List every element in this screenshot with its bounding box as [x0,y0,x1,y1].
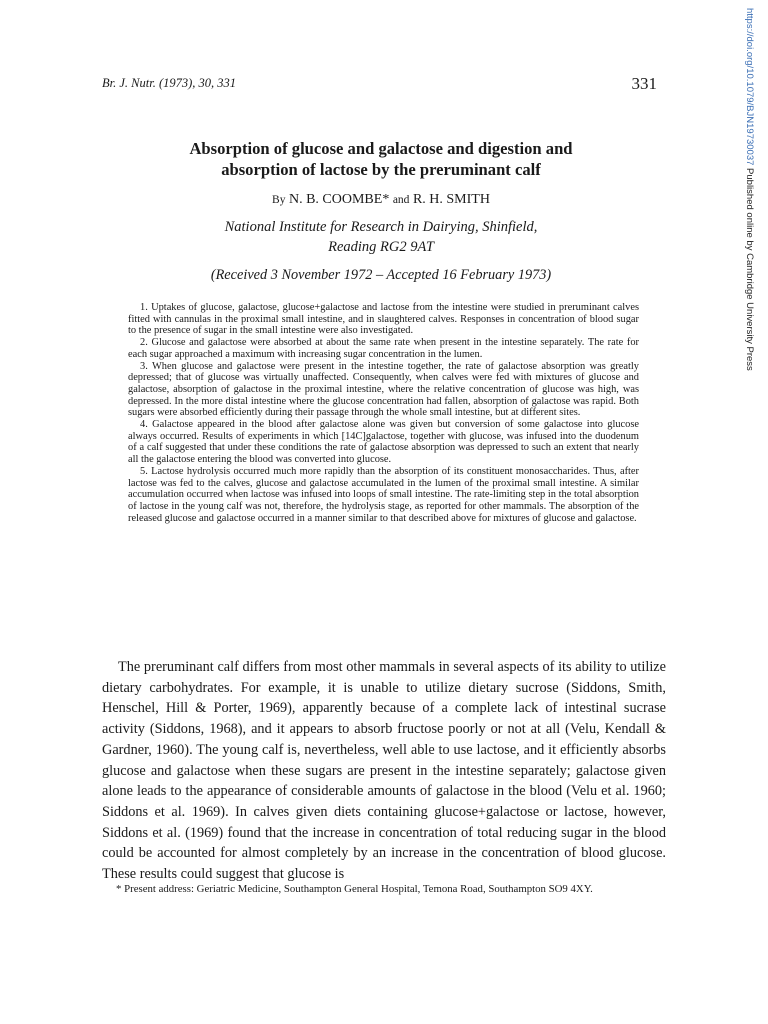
published-online-note: Published online by Cambridge University Press [744,165,755,371]
body-text [102,657,666,885]
by-label: By [272,194,286,206]
abstract-point: 3. When glucose and galactose were present in the intestine together, the rate of galactose absorption was greatly depressed; that of glucose was virtually unaffected. Consequently, when calves were fed with mixtures of glucose and galactose, absorption of galactose in the proximal intestine, where the relative concentration of glucose was high, was depressed. In the more distal intestine where the glucose concentration had fallen, absorption of galactose was rapid. Both sugars were absorbed efficiently during their passage through the whole small intestine, but at different sites. [128,360,639,419]
running-header [102,76,657,96]
affiliation-line-2: Reading RG2 9AT [328,239,434,255]
abstract [128,302,639,524]
author-2: R. H. SMITH [412,192,490,207]
title-line-2: absorption of lactose by the preruminant calf [221,160,541,179]
affiliation-line-1: National Institute for Research in Dairying, Shinfield, [224,219,538,235]
received-dates: (Received 3 November 1972 – Accepted 16 February 1973) [210,267,552,283]
abstract-point: 5. Lactose hydrolysis occurred much more rapidly than the absorption of its constituent monosaccharides. Thus, after lactose was fed to the calves, glucose and galactose accumulated in the lumen of the proximal small intestine. A similar accumulation occurred when lactose was infused into loops of small intestine. The rate-limiting step in the total absorption of lactose in the young calf was not, therefore, the hydrolysis stage, as reported for other mammals. The absorption of the released glucose and galactose occurred in a manner similar to that described above for mixtures of glucose and galactose. [128,465,639,524]
abstract-point: 2. Glucose and galactose were absorbed at about the same rate when present in the intestine separately. The rate for each sugar approached a maximum with increasing sugar concentration in the lumen. [128,337,639,360]
title-line-1: Absorption of glucose and galactose and digestion and [189,139,573,158]
article-title [100,138,662,180]
author-1: N. B. COOMBE* [288,192,390,207]
abstract-point: 1. Uptakes of glucose, galactose, glucose+galactose and lactose from the intestine were studied in preruminant calves fitted with cannulas in the proximal small intestine, and in slaughtered calves. Responses in concentration of blood sugar to the presence of sugar in the small intestine were also investigated. [128,302,639,337]
footnote-text: * Present address: Geriatric Medicine, Southampton General Hospital, Temona Road, Southampton SO9 4XY. [116,883,593,895]
footnote [102,883,666,896]
page-number: 331 [631,74,657,93]
side-margin-note [744,8,755,371]
abstract-point: 4. Galactose appeared in the blood after galactose alone was given but conversion of some galactose into glucose always occurred. Results of experiments in which [14C]galactose, together with glucose, was infused into the duodenum of a calf suggested that under these conditions the rate of galactose absorption was depressed to such an extent that nearly all the galactose entering the blood was converted into glucose. [128,419,639,466]
and-label: and [392,194,410,206]
doi-link[interactable]: https://doi.org/10.1079/BJN19730037 [744,8,755,166]
author-line [100,192,662,208]
affiliation [100,217,662,257]
journal-reference: Br. J. Nutr. (1973), 30, 331 [102,76,237,90]
body-paragraph: The preruminant calf differs from most other mammals in several aspects of its ability to utilize dietary carbohydrates. For example, it is unable to utilize dietary sucrose (Siddons, Smith, Henschel, Hill & Porter, 1969), apparently because of a complete lack of intestinal sucrase activity (Siddons, 1968), and it appears to absorb fructose poorly or not at all (Velu, Kendall & Gardner, 1960). The young calf is, nevertheless, well able to use lactose, and it efficiently absorbs glucose and galactose when these sugars are present in the intestine separately; galactose given alone leads to the appearance of considerable amounts of galactose in the blood (Velu et al. 1960; Siddons et al. 1969). In calves given diets containing glucose+galactose or lactose, however, Siddons et al. (1969) found that the increase in concentration of total reducing sugar in the blood could be accounted for almost completely by an increase in the concentration of blood glucose. These results could suggest that glucose is [102,659,666,883]
